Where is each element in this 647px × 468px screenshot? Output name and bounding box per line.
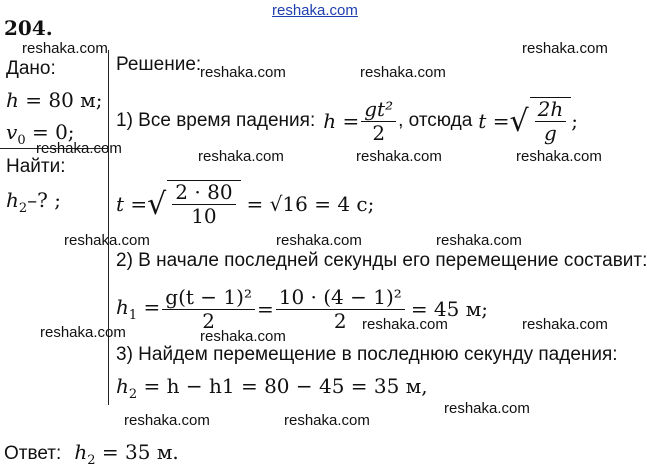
step1-fraction-num: gt² — [361, 98, 396, 122]
find-h2: $h_2-$? ; — [6, 188, 61, 216]
watermark: reshaka.com — [362, 316, 448, 333]
h1-frac1-den: 2 — [202, 308, 215, 333]
t-frac-den: 10 — [191, 204, 217, 228]
watermark: reshaka.com — [360, 64, 446, 81]
watermark: reshaka.com — [200, 64, 286, 81]
h1-frac2-den: 2 — [333, 308, 347, 333]
t-calc-line: t = √ $\frac{2 \cdot 80}{10}$ = √16 = 4 с; — [116, 180, 375, 228]
h1-line: $h_1$ = $\frac{\text{g(t − 1)²}}{2}$ = $\frac{\text{10 · (4 − 1)²}}{2}$ = 45 м; — [116, 284, 489, 333]
h1-result: = 45 м; — [410, 297, 489, 321]
watermark: reshaka.com — [124, 412, 210, 429]
watermark: reshaka.com — [276, 232, 362, 249]
watermark: reshaka.com — [64, 232, 150, 249]
t-frac-num: 2 · 80 — [172, 181, 235, 205]
step1-sqrt — [530, 97, 572, 145]
given-v0: $v_0 = 0$; — [6, 120, 75, 148]
sqrt-icon: √ — [509, 103, 529, 139]
watermark: reshaka.com — [36, 140, 122, 157]
watermark-top: reshaka.com — [272, 2, 358, 19]
step1-fraction — [361, 98, 396, 145]
find-heading: Найти: — [6, 156, 66, 177]
watermark: reshaka.com — [200, 328, 286, 345]
watermark: reshaka.com — [444, 400, 530, 417]
watermark: reshaka.com — [284, 412, 370, 429]
sqrt-icon: √ — [147, 186, 167, 222]
h1-frac2-num: 10 · (4 − 1)² — [276, 286, 405, 310]
step1-line: 1) Все время падения: h = $\frac{\text{gt²}}{2}$ , отсюда t = √ $\frac{2h}{g}$ ; — [116, 96, 578, 145]
watermark: reshaka.com — [522, 40, 608, 57]
answer-value: = 35 м. — [101, 440, 179, 464]
step2-text: 2) В начале последней секунды его перемещение составит: — [116, 250, 647, 271]
h2-calc: = h − h1 = 80 − 45 = 35 м, — [143, 374, 428, 398]
watermark: reshaka.com — [40, 324, 126, 341]
given-heading: Дано: — [6, 58, 56, 79]
answer-label: Ответ: — [4, 443, 62, 464]
watermark: reshaka.com — [436, 232, 522, 249]
given-h: h = 80 м; — [6, 88, 103, 112]
step1-sqrt-den: g — [543, 121, 557, 145]
solution-heading: Решение: — [116, 54, 202, 75]
watermark: reshaka.com — [516, 148, 602, 165]
step1-from: , отсюда — [398, 110, 473, 131]
step1-fraction-den: 2 — [372, 120, 386, 145]
vertical-divider — [108, 50, 109, 405]
watermark: reshaka.com — [22, 40, 108, 57]
step3-text: 3) Найдем перемещение в последнюю секунду падения: — [116, 344, 618, 365]
h1-frac1-num: g(t − 1)² — [162, 286, 255, 310]
step1-text: 1) Все время падения: — [116, 110, 316, 131]
watermark: reshaka.com — [522, 316, 608, 333]
step1-sqrt-num: 2h — [535, 98, 567, 122]
watermark: reshaka.com — [198, 148, 284, 165]
h2-calc-line: $h_2 = h - h1 = 80 - 45 = 35$ м, — [116, 374, 428, 402]
problem-number: 204. — [4, 16, 53, 40]
watermark: reshaka.com — [356, 148, 442, 165]
t-result: = √16 = 4 с; — [246, 192, 375, 216]
answer-line: Ответ: $h_2 = 35$ м. — [4, 440, 179, 468]
